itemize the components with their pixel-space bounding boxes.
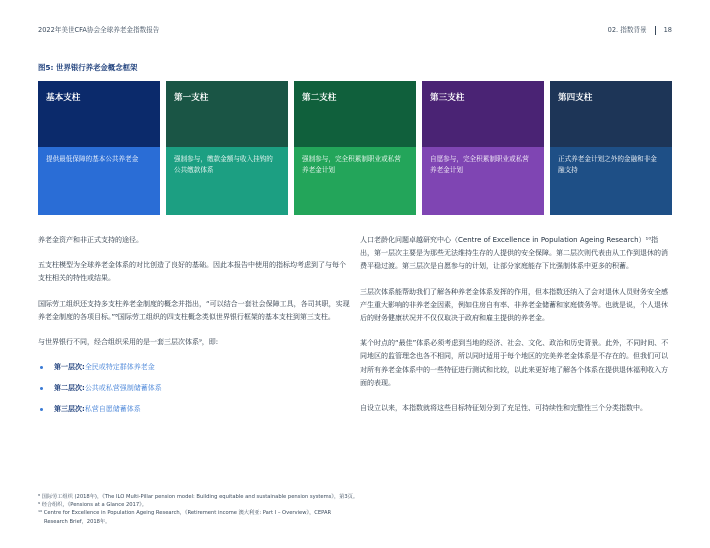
pillar-body: [550, 147, 672, 215]
pillar-name: 第二支柱: [302, 93, 337, 103]
report-title: 2022年美世CFA协会全球养老金指数报告: [38, 26, 160, 34]
page-header: [38, 24, 672, 38]
tier-text: 全民或特定群体养老金: [84, 363, 155, 372]
paragraph: 养老金资产和非正式支持的途径。: [38, 236, 143, 244]
pillar-description: 强制参与，完全积累制职业或私营养老金计划: [302, 155, 401, 174]
bullet-icon: [40, 366, 43, 369]
bullet-icon: [40, 387, 43, 390]
left-column: [38, 234, 350, 424]
pillar-body: [422, 147, 544, 215]
pillar-third: [422, 81, 544, 215]
pillar-basic: [38, 81, 160, 215]
section-label: 02. 指数背景: [607, 26, 647, 34]
pillar-name: 第一支柱: [174, 93, 209, 103]
list-item: [38, 361, 350, 382]
footnote: ¹⁰ Centre for Excellence in Population Ageing Research，《Retirement income 澳大利亚: Part I – Overview》，CEPAR: [38, 510, 332, 517]
pillar-description: 正式养老金计划之外的金融和非金融支持: [558, 155, 657, 174]
pillar-name: 第三支柱: [430, 93, 465, 103]
paragraph: 人口老龄化问题卓越研究中心（Centre of Excellence in Population Ageing Research）¹⁰指出，第一层次主要是为那些无法维持生存的人提供的安全保障。第二层次则代表由从工作到退休的消费平稳过渡。第三层次是自愿参与的计划，让部分家庭能存下比强制体系中更多的积蓄。: [360, 236, 668, 271]
tier-text: 私营自愿储蓄体系: [84, 405, 141, 414]
list-item: [38, 403, 350, 424]
pillar-description: 自愿参与，完全积累制职业或私营养老金计划: [430, 155, 529, 174]
figure-title: 图5: 世界银行养老金概念框架: [38, 63, 138, 72]
pillar-description: 提供最低保障的基本公共养老金: [46, 155, 139, 163]
tier-list: [38, 361, 350, 424]
pillar-description: 强制参与，缴款金额与收入挂钩的公共缴款体系: [174, 155, 273, 174]
pillar-body: [294, 147, 416, 215]
page-number: 18: [663, 26, 672, 34]
header-divider: [655, 26, 656, 35]
tier-label: 第三层次:: [54, 405, 85, 414]
bullet-icon: [40, 408, 43, 411]
footnote: ⁹ 经合组织，《Pensions at a Glance 2017》。: [38, 502, 147, 509]
pillar-body: [166, 147, 288, 215]
pillar-fourth: [550, 81, 672, 215]
section-and-page: [608, 24, 672, 35]
footnote: Research Brief，2018年。: [44, 518, 111, 525]
pillar-body: [38, 147, 160, 215]
pillar-name: 第四支柱: [558, 93, 593, 103]
footnote: ⁸ 国际劳工组织 (2018年)，《The ILO Multi-Pillar pension model: Building equitable and sustainable pension systems》，第3页。: [38, 494, 359, 500]
pillar-head: [294, 81, 416, 147]
pillar-head: [38, 81, 160, 147]
pillar-name: 基本支柱: [46, 93, 81, 103]
pillar-first: [166, 81, 288, 215]
paragraph: 国际劳工组织还支持多支柱养老金制度的概念并指出，“可以结合一套社会保障工具，各司其职，实现养老金制度的各项目标。”⁸国际劳工组织的四支柱概念类似世界银行框架的基本支柱到第三支柱。: [38, 299, 350, 321]
paragraph: 与世界银行不同，经合组织采用的是一套三层次体系⁹，即:: [38, 338, 219, 347]
pillar-framework: [38, 81, 672, 215]
footnotes: [38, 493, 558, 526]
tier-label: 第二层次:: [54, 384, 85, 393]
tier-text: 公共或私营强制储蓄体系: [84, 384, 162, 393]
pillar-second: [294, 81, 416, 215]
pillar-head: [422, 81, 544, 147]
list-item: [38, 382, 350, 403]
paragraph: 自设立以来，本指数就将这些目标特征划分到了充足性、可持续性和完整性三个分类指数中。: [360, 404, 647, 413]
paragraph: 五支柱模型为全球养老金体系的对比创造了良好的基础。因此本报告中使用的指标均考虑到了与每个支柱相关的特性或结果。: [38, 261, 346, 283]
tier-label: 第一层次:: [54, 363, 85, 372]
pillar-head: [166, 81, 288, 147]
right-column: [360, 234, 672, 415]
paragraph: 三层次体系能帮助我们了解各种养老金体系发挥的作用，但本指数还纳入了会对退休人员财务安全感产生重大影响的非养老金因素，例如住房自有率、非养老金储蓄和家庭债务等。也就是说，个人退休后的财务健康状况并不仅仅取决于政府和雇主提供的养老金。: [360, 287, 668, 323]
paragraph: 某个时点的“最佳”体系必须考虑到当地的经济、社会、文化、政治和历史背景。此外，不同时间、不同地区的监管理念也各不相同，所以同时适用于每个地区的完美养老金体系是不存在的。但我们可以对所有养老金体系中的一些特征进行测试和比较，以此来更好地了解各个体系在提供退休福利收入方面的表现。: [360, 339, 669, 387]
pillar-head: [550, 81, 672, 147]
